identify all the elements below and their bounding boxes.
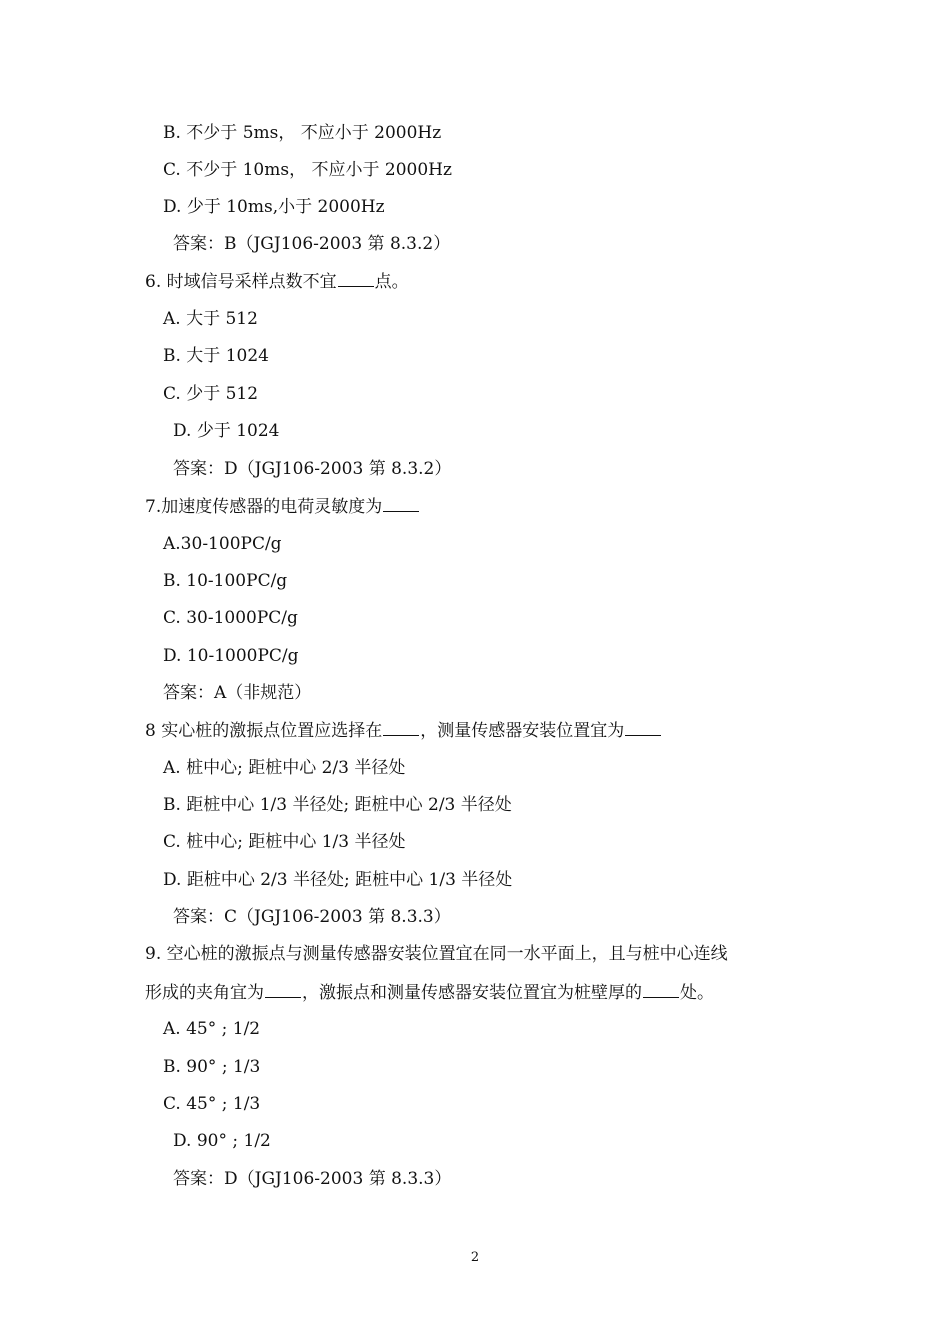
q7-option-d: D. 10-1000PC/g	[163, 646, 299, 666]
q7-stem-text: 7.加速度传感器的电荷灵敏度为	[145, 497, 383, 517]
q7-answer: 答案：A（非规范）	[163, 683, 312, 703]
q9-blank-2	[643, 982, 679, 998]
q8-stem-text: 8 实心桩的激振点位置应选择在	[145, 721, 383, 741]
q6-stem	[145, 271, 409, 293]
q9-option-b: B. 90° ; 1/3	[163, 1057, 261, 1077]
q9-blank-1	[265, 982, 301, 998]
q8-option-c: C. 桩中心; 距桩中心 1/3 半径处	[163, 832, 406, 852]
q6-option-d: D. 少于 1024	[173, 421, 280, 441]
q8-blank-1	[383, 720, 419, 736]
q8-option-d: D. 距桩中心 2/3 半径处; 距桩中心 1/3 半径处	[163, 870, 513, 890]
q6-option-c: C. 少于 512	[163, 384, 259, 404]
q8-stem-middle: ，测量传感器安装位置宜为	[420, 721, 625, 741]
q9-stem-line-2	[145, 982, 714, 1004]
q9-stem-text-c: 处。	[680, 983, 714, 1003]
q6-option-b: B. 大于 1024	[163, 346, 269, 366]
q5-answer: 答案：B（JGJ106-2003 第 8.3.2）	[173, 234, 451, 254]
q9-stem-line-1: 9. 空心桩的激振点与测量传感器安装位置宜在同一水平面上，且与桩中心连线	[145, 944, 728, 964]
q9-option-c: C. 45° ; 1/3	[163, 1094, 261, 1114]
q9-answer: 答案：D（JGJ106-2003 第 8.3.3）	[173, 1169, 452, 1189]
q7-stem	[145, 496, 420, 518]
q7-option-a: A.30-100PC/g	[163, 534, 282, 554]
q7-option-b: B. 10-100PC/g	[163, 571, 288, 591]
q7-option-c: C. 30-1000PC/g	[163, 608, 298, 628]
q9-option-d: D. 90° ; 1/2	[173, 1131, 271, 1151]
q6-option-a: A. 大于 512	[163, 309, 258, 329]
q8-option-b: B. 距桩中心 1/3 半径处; 距桩中心 2/3 半径处	[163, 795, 512, 815]
q5-option-d: D. 少于 10ms,小于 2000Hz	[163, 197, 385, 217]
q9-stem-text-a: 形成的夹角宜为	[145, 983, 264, 1003]
q8-stem	[145, 720, 662, 742]
q6-answer: 答案：D（JGJ106-2003 第 8.3.2）	[173, 459, 452, 479]
q9-stem-text-b: ，激振点和测量传感器安装位置宜为桩壁厚的	[302, 983, 642, 1003]
q8-option-a: A. 桩中心; 距桩中心 2/3 半径处	[163, 758, 406, 778]
q6-blank	[338, 271, 374, 287]
q5-option-c: C. 不少于 10ms， 不应小于 2000Hz	[163, 160, 452, 180]
q7-blank	[383, 496, 419, 512]
q8-answer: 答案：C（JGJ106-2003 第 8.3.3）	[173, 907, 451, 927]
q6-stem-suffix: 点。	[374, 272, 409, 292]
q5-option-b: B. 不少于 5ms， 不应小于 2000Hz	[163, 123, 442, 143]
page-number: 2	[470, 1250, 480, 1265]
q6-stem-text: 6. 时域信号采样点数不宜	[145, 272, 337, 292]
q8-blank-2	[625, 720, 661, 736]
q9-option-a: A. 45° ; 1/2	[163, 1019, 261, 1039]
